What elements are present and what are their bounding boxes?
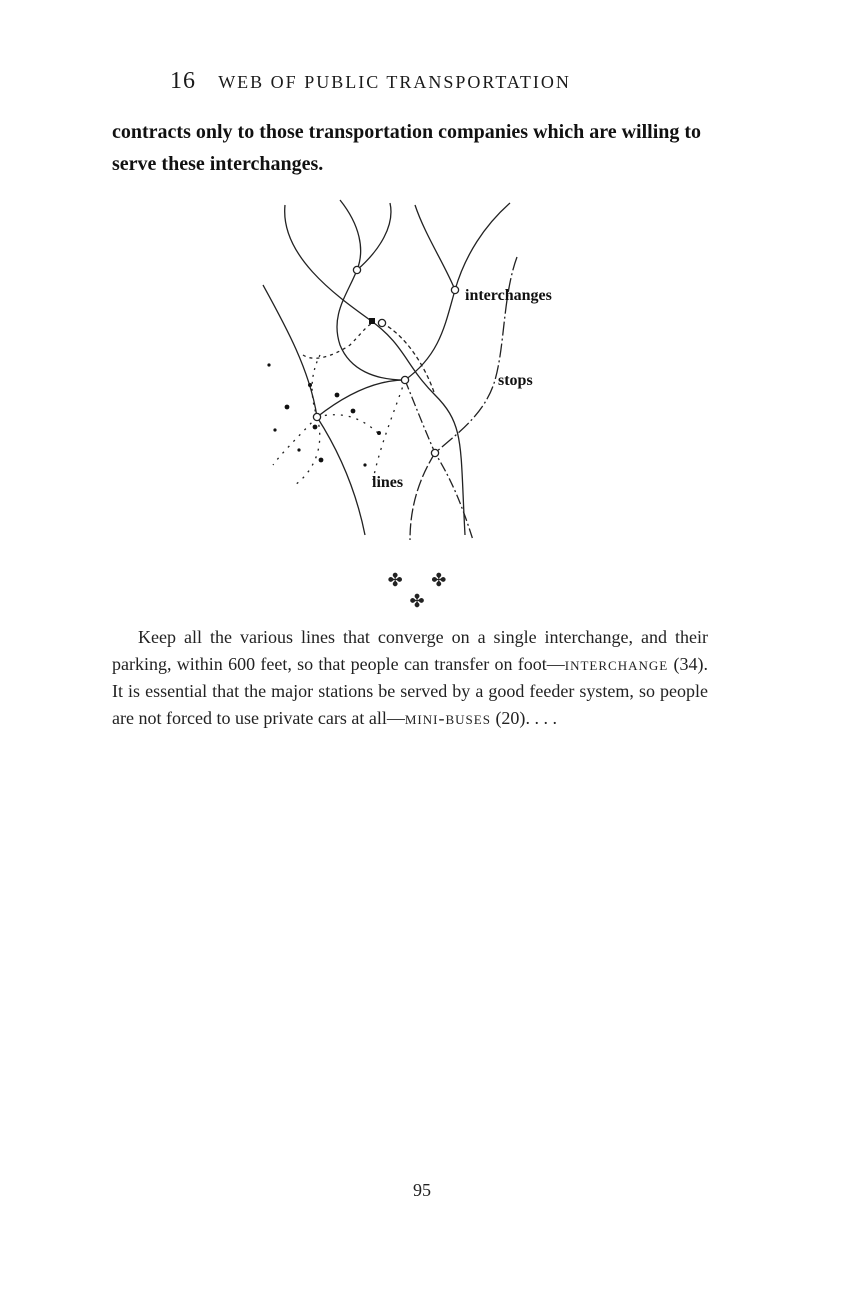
network-drawing [255,195,595,545]
stop-dot [308,383,312,387]
line-path [337,200,405,380]
stop-dot [369,318,375,324]
section-ornament: ✤ ✤ ✤ [387,570,459,611]
feeder-line [273,417,317,465]
page-number: 95 [413,1180,431,1200]
stop-dot [313,425,318,430]
stop-dot [319,458,324,463]
pattern-reference: interchange [564,654,669,674]
feeder-line [303,323,373,358]
chapter-title: WEB OF PUBLIC TRANSPORTATION [218,72,571,92]
chapter-number: 16 [170,68,196,94]
text-run: . It is essential that the major stations be served by a good feeder system, so people are not forced to use private cars at all— [112,654,708,728]
paragraph [112,624,708,732]
stop-dot [335,393,340,398]
running-head [170,68,571,95]
interchange-node [313,413,320,420]
line-path [263,285,365,535]
line-path [410,453,435,540]
stop-dot [285,405,290,410]
pattern-number: (20) [495,708,526,728]
interchange-node [353,266,360,273]
label-lines: lines [372,474,404,491]
interchange-node [431,449,438,456]
pattern-reference: mini-buses [404,708,491,728]
stop-dot [273,428,276,431]
line-path [357,203,391,270]
stop-dot [351,409,356,414]
lead-paragraph: contracts only to those transportation companies which are willing to serve these interchanges. [112,121,702,175]
stop-dot [267,363,270,366]
line-path [317,380,405,417]
stop-dot [297,448,300,451]
stop-dot [377,431,381,435]
text-ellipsis: . . . . [525,708,557,728]
label-stops: stops [498,372,533,389]
interchange-node [451,286,458,293]
interchange-node [378,319,385,326]
stop-dot [363,463,366,466]
interchange-node [401,376,408,383]
label-interchanges: interchanges [465,287,552,304]
feeder-line [312,355,320,417]
text-run: Keep all the various lines that converge on a single interchange, and their parking, within 600 feet, so that people can transfer on foot— [112,627,708,674]
feeder-line [373,380,405,480]
pattern-number: (34) [673,654,704,674]
body-paragraph [112,624,708,732]
transport-network-diagram [255,195,595,545]
line-path [405,380,473,540]
line-path [415,205,455,290]
